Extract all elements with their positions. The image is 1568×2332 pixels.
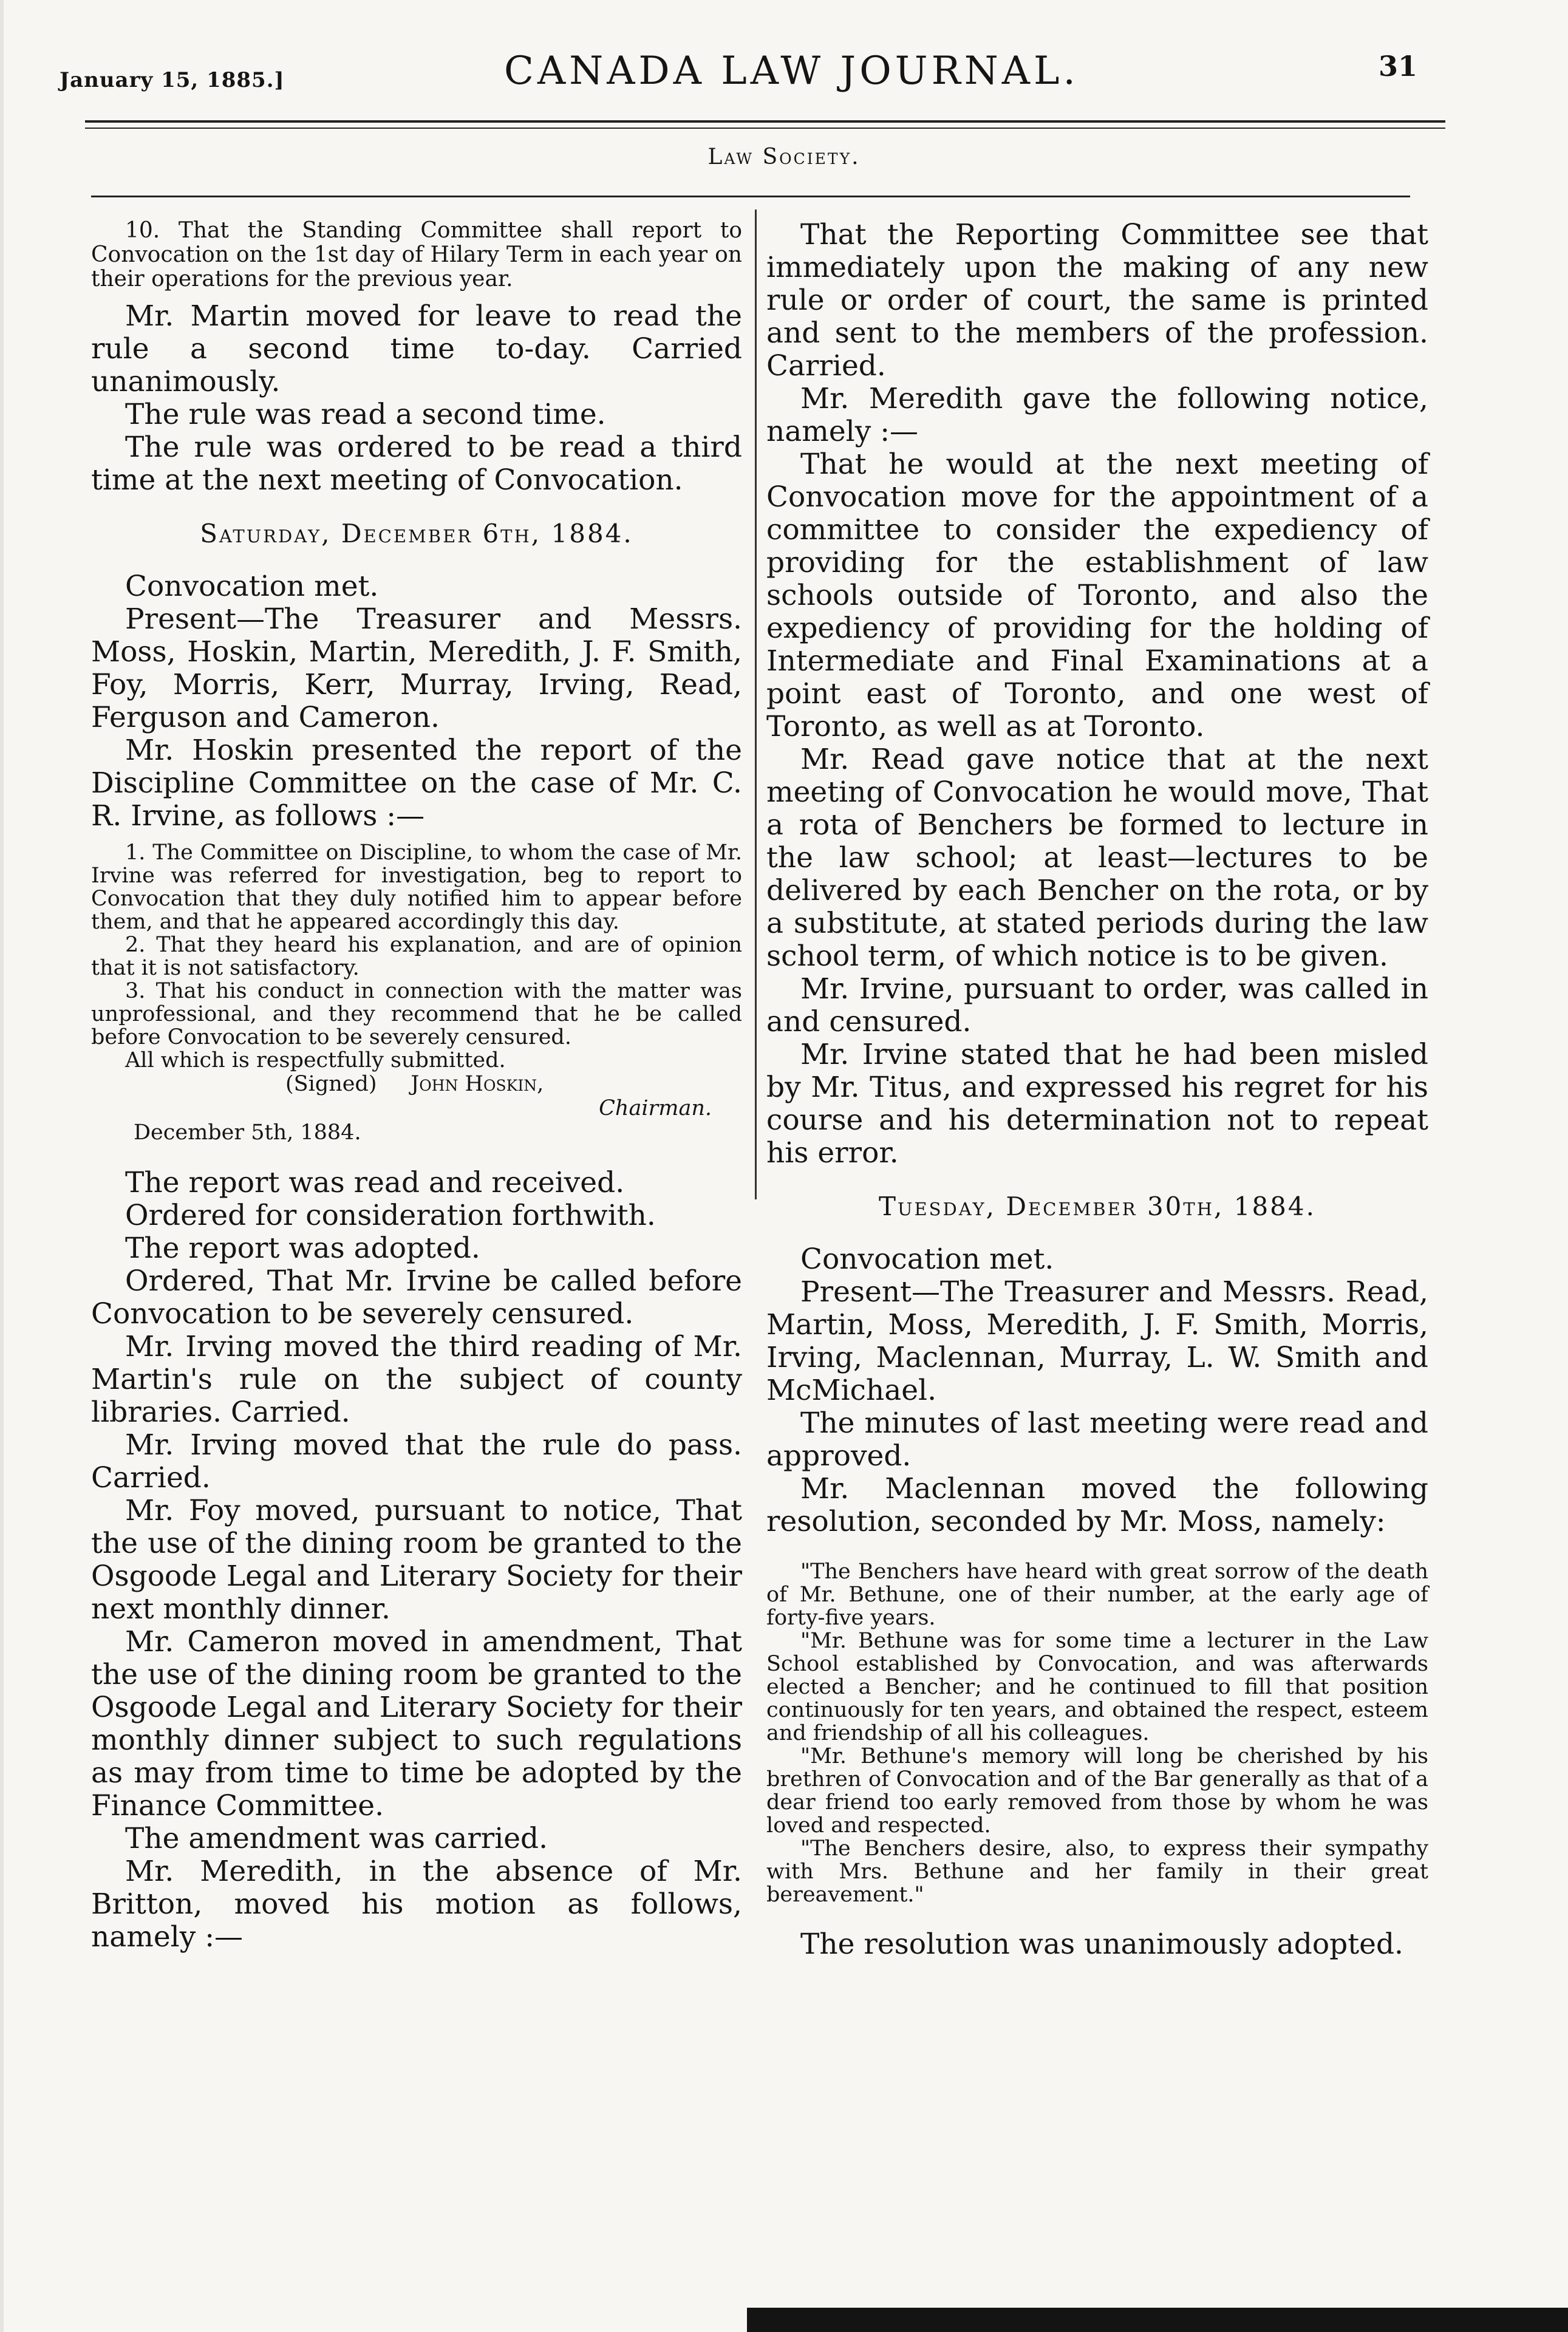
page-number: 31 [1379, 50, 1418, 83]
page-edge [0, 0, 4, 2332]
header-rule-top [85, 120, 1445, 123]
signature-line [91, 1072, 742, 1096]
journal-title: CANADA LAW JOURNAL. [504, 49, 1079, 94]
scan-shadow [747, 2308, 1568, 2332]
paragraph: Mr. Maclennan moved the following resolution, seconded by Mr. Moss, namely: [766, 1472, 1428, 1538]
notice-text: That he would at the next meeting of Convocation move for the appointment of a committee to consider the expediency of providing for the establishment of law schools outside of Toronto, and also the expediency of providing for the holding of Intermediate and Final Examinations at a point east of Toronto, and one west of Toronto, as well as at Toronto. [766, 448, 1428, 743]
section-title: Law Society. [707, 145, 861, 169]
paragraph: The report was read and received. [125, 1166, 625, 1199]
report-item: 2. That they heard his explanation, and are of opinion that it is not satisfactory. [91, 933, 742, 980]
header-rule-bottom [85, 128, 1445, 129]
resolution-text: "The Benchers desire, also, to express their sympathy with Mrs. Bethune and her family in their great bereavement." [766, 1836, 1428, 1907]
paragraph: Ordered, That Mr. Irvine be called before Convocation to be severely censured. [91, 1264, 742, 1331]
meeting-date-heading: Tuesday, December 30th, 1884. [879, 1192, 1316, 1221]
column-divider [755, 210, 757, 1199]
paragraph: Mr. Irvine stated that he had been misled by Mr. Titus, and expressed his regret for his course and his determination not to repeat his error. [766, 1038, 1428, 1170]
paragraph: Mr. Meredith, in the absence of Mr. Britton, moved his motion as follows, namely :— [91, 1855, 742, 1954]
paragraph: Mr. Irving moved that the rule do pass. Carried. [91, 1428, 742, 1495]
attendance-list: Present—The Treasurer and Messrs. Moss, Hoskin, Martin, Meredith, J. F. Smith, Foy, Morris, Kerr, Murray, Irving, Read, Ferguson and Cameron. [91, 602, 742, 734]
notice-text: Mr. Read gave notice that at the next meeting of Convocation he would move, That a rota of Benchers be formed to lecture in the law school; at least—lectures to be delivered by each Bencher on the rota, or by a substitute, at stated periods during the law school term, of which notice is to be given. [766, 743, 1428, 973]
paragraph: Mr. Martin moved for leave to read the rule a second time to-day. Carried unanimously. [91, 299, 742, 398]
attendance-list: Present—The Treasurer and Messrs. Read, Martin, Moss, Meredith, J. F. Smith, Morris, Irving, Maclennan, Murray, L. W. Smith and McMichael. [766, 1275, 1428, 1407]
resolution-text: "The Benchers have heard with great sorrow of the death of Mr. Bethune, one of their number, at the early age of forty-five years. [766, 1560, 1428, 1630]
signed-label: (Signed) [285, 1072, 377, 1096]
resolution-text: "Mr. Bethune's memory will long be cherished by his brethren of Convocation and of the Bar generally as that of a dear friend too early removed from those by whom he was loved and respected. [766, 1744, 1428, 1838]
paragraph: Mr. Irving moved the third reading of Mr. Martin's rule on the subject of county libraries. Carried. [91, 1330, 742, 1429]
resolution-text: "Mr. Bethune was for some time a lecturer in the Law School established by Convocation, and was afterwards elected a Bencher; and he continued to fill that position continuously for ten years, and obtained the respect, esteem and friendship of all his colleagues. [766, 1629, 1428, 1745]
paragraph: The minutes of last meeting were read and approved. [766, 1406, 1428, 1473]
signer-role: Chairman. [599, 1096, 712, 1120]
paragraph: Mr. Irvine, pursuant to order, was called in and censured. [766, 972, 1428, 1038]
paragraph: Mr. Cameron moved in amendment, That the use of the dining room be granted to the Osgoode Legal and Literary Society for their monthly dinner subject to such regulations as may from time to time be adopted by the Finance Committee. [91, 1625, 742, 1822]
paragraph: Mr. Foy moved, pursuant to notice, That the use of the dining room be granted to the Osgoode Legal and Literary Society for their next monthly dinner. [91, 1494, 742, 1626]
report-item: 3. That his conduct in connection with the matter was unprofessional, and they recommend that he be called before Convocation to be severely censured. [91, 979, 742, 1049]
issue-date: January 15, 1885.] [60, 68, 285, 92]
rule-10: 10. That the Standing Committee shall report to Convocation on the 1st day of Hilary Term in each year on their operations for the previous year. [91, 218, 742, 292]
paragraph: The amendment was carried. [125, 1822, 548, 1855]
paragraph: The report was adopted. [125, 1232, 480, 1265]
left-column [91, 219, 742, 1954]
report-closing: All which is respectfully submitted. [125, 1048, 506, 1072]
paragraph: The resolution was unanimously adopted. [800, 1928, 1403, 1961]
section-rule [91, 196, 1410, 197]
signer-name: John Hoskin, [411, 1072, 544, 1096]
report-date: December 5th, 1884. [134, 1120, 361, 1145]
paragraph: Convocation met. [800, 1243, 1054, 1276]
paragraph: Mr. Meredith gave the following notice, namely :— [766, 382, 1428, 448]
paragraph: Mr. Hoskin presented the report of the Discipline Committee on the case of Mr. C. R. Irvine, as follows :— [91, 734, 742, 833]
paragraph: That the Reporting Committee see that immediately upon the making of any new rule or order of court, the same is printed and sent to the members of the profession. Carried. [766, 218, 1428, 383]
paragraph: The rule was read a second time. [125, 398, 606, 431]
paragraph: Convocation met. [125, 570, 379, 603]
report-item: 1. The Committee on Discipline, to whom the case of Mr. Irvine was referred for investigation, beg to report to Convocation that they duly notified him to appear before them, and that he appeared accordingly this day. [91, 840, 742, 934]
paragraph: Ordered for consideration forthwith. [125, 1199, 656, 1232]
paragraph: The rule was ordered to be read a third time at the next meeting of Convocation. [91, 431, 742, 497]
right-column [766, 219, 1428, 1961]
meeting-date-heading: Saturday, December 6th, 1884. [200, 519, 633, 548]
